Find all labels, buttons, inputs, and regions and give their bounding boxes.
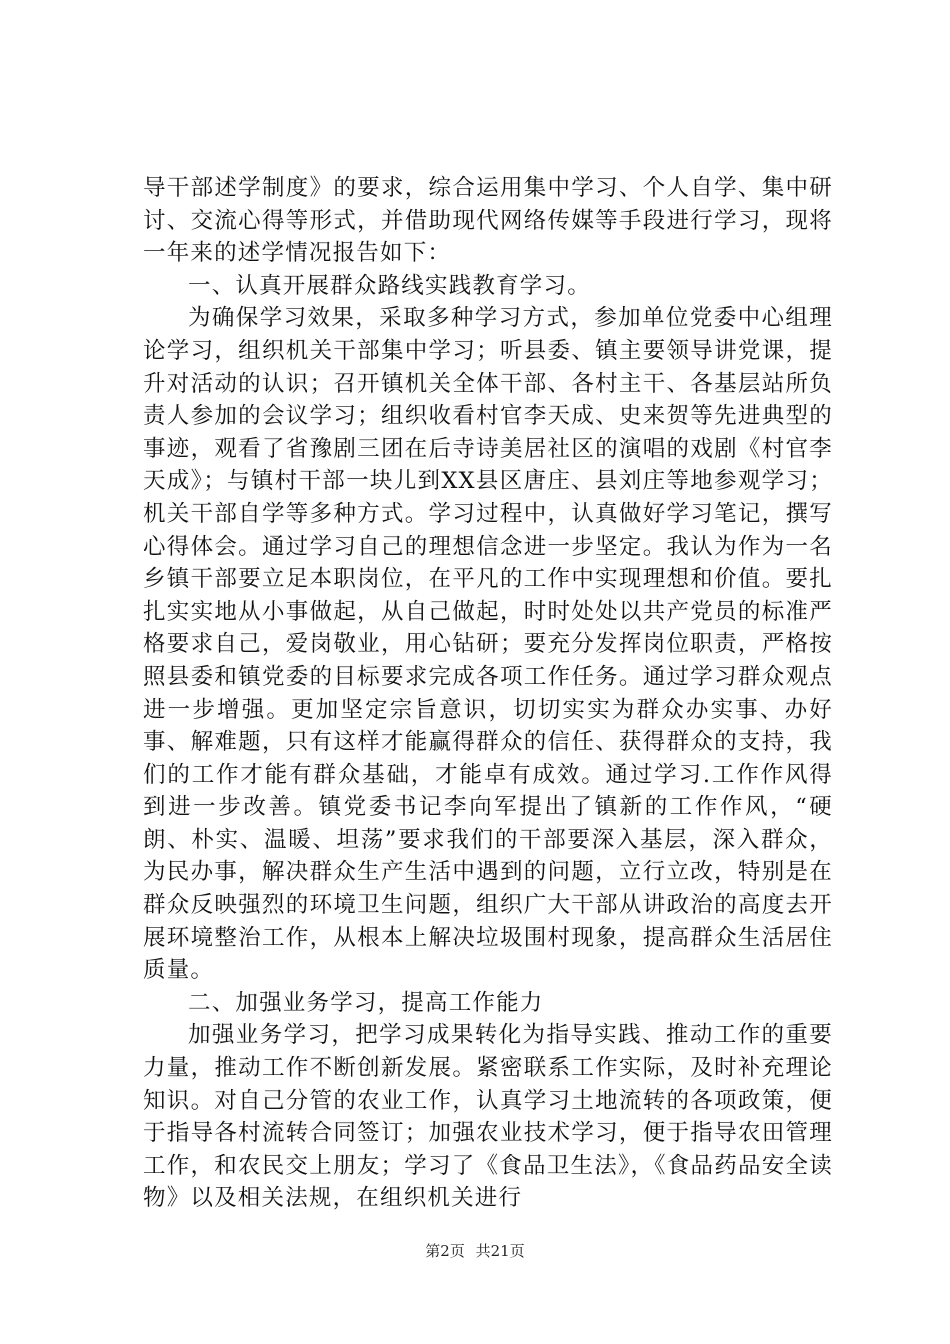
section-heading-2: 二、加强业务学习，提高工作能力 — [188, 989, 544, 1016]
paragraph-section-1: 为确保学习效果，采取多种学习方式，参加单位党委中心组理论学习，组织机关干部集中学习；听县委、镇主要领导讲党课，提升对活动的认识；召开镇机关全体干部、各村主干、各基层站所负责人参加的会议学习；组织收看村官李天成、史来贺等先进典型的事迹，观看了省豫剧三团在后寺诗美居社区的演唱的戏剧《村官李天成》；与镇村干部一块儿到XX县区唐庄、县刘庄等地参观学习；机关干部自学等多种方式。学习过程中，认真做好学习笔记，撰写心得体会。通过学习自己的理想信念进一步坚定。我认为作为一名乡镇干部要立足本职岗位，在平凡的工作中实现理想和价值。要扎扎实实地从小事做起，从自己做起，时时处处以共产党员的标准严格要求自己，爱岗敬业，用心钻研；要充分发挥岗位职责，严格按照县委和镇党委的目标要求完成各项工作任务。通过学习群众观点进一步增强。更加坚定宗旨意识，切切实实为群众办实事、办好事、解难题，只有这样才能赢得群众的信任、获得群众的支持，我们的工作才能有群众基础，才能卓有成效。通过学习.工作作风得到进一步改善。镇党委书记李向军提出了镇新的工作作风，“硬朗、朴实、温暖、坦荡”要求我们的干部要深入基层，深入群众，为民办事，解决群众生产生活中遇到的问题，立行立改，特别是在群众反映强烈的环境卫生问题，组织广大干部从讲政治的高度去开展环境整治工作，从根本上解决垃圾围村现象，提高群众生活居住质量。 — [143, 305, 833, 984]
paragraph-intro: 导干部述学制度》的要求，综合运用集中学习、个人自学、集中研讨、交流心得等形式，并借助现代网络传媒等手段进行学习，现将一年来的述学情况报告如下： — [143, 175, 833, 267]
paragraph-section-2: 加强业务学习，把学习成果转化为指导实践、推动工作的重要力量，推动工作不断创新发展。紧密联系工作实际，及时补充理论知识。对自己分管的农业工作，认真学习土地流转的各项政策，便于指导各村流转合同签订；加强农业技术学习，便于指导农田管理工作，和农民交上朋友；学习了《食品卫生法》，《食品药品安全读物》以及相关法规，在组织机关进行 — [143, 1022, 833, 1212]
section-heading-1: 一、认真开展群众路线实践教育学习。 — [188, 272, 591, 299]
page-number: 第2页 — [425, 1242, 465, 1260]
document-body — [143, 172, 833, 1215]
page-total: 共21页 — [475, 1242, 525, 1260]
page-footer — [0, 1240, 950, 1261]
